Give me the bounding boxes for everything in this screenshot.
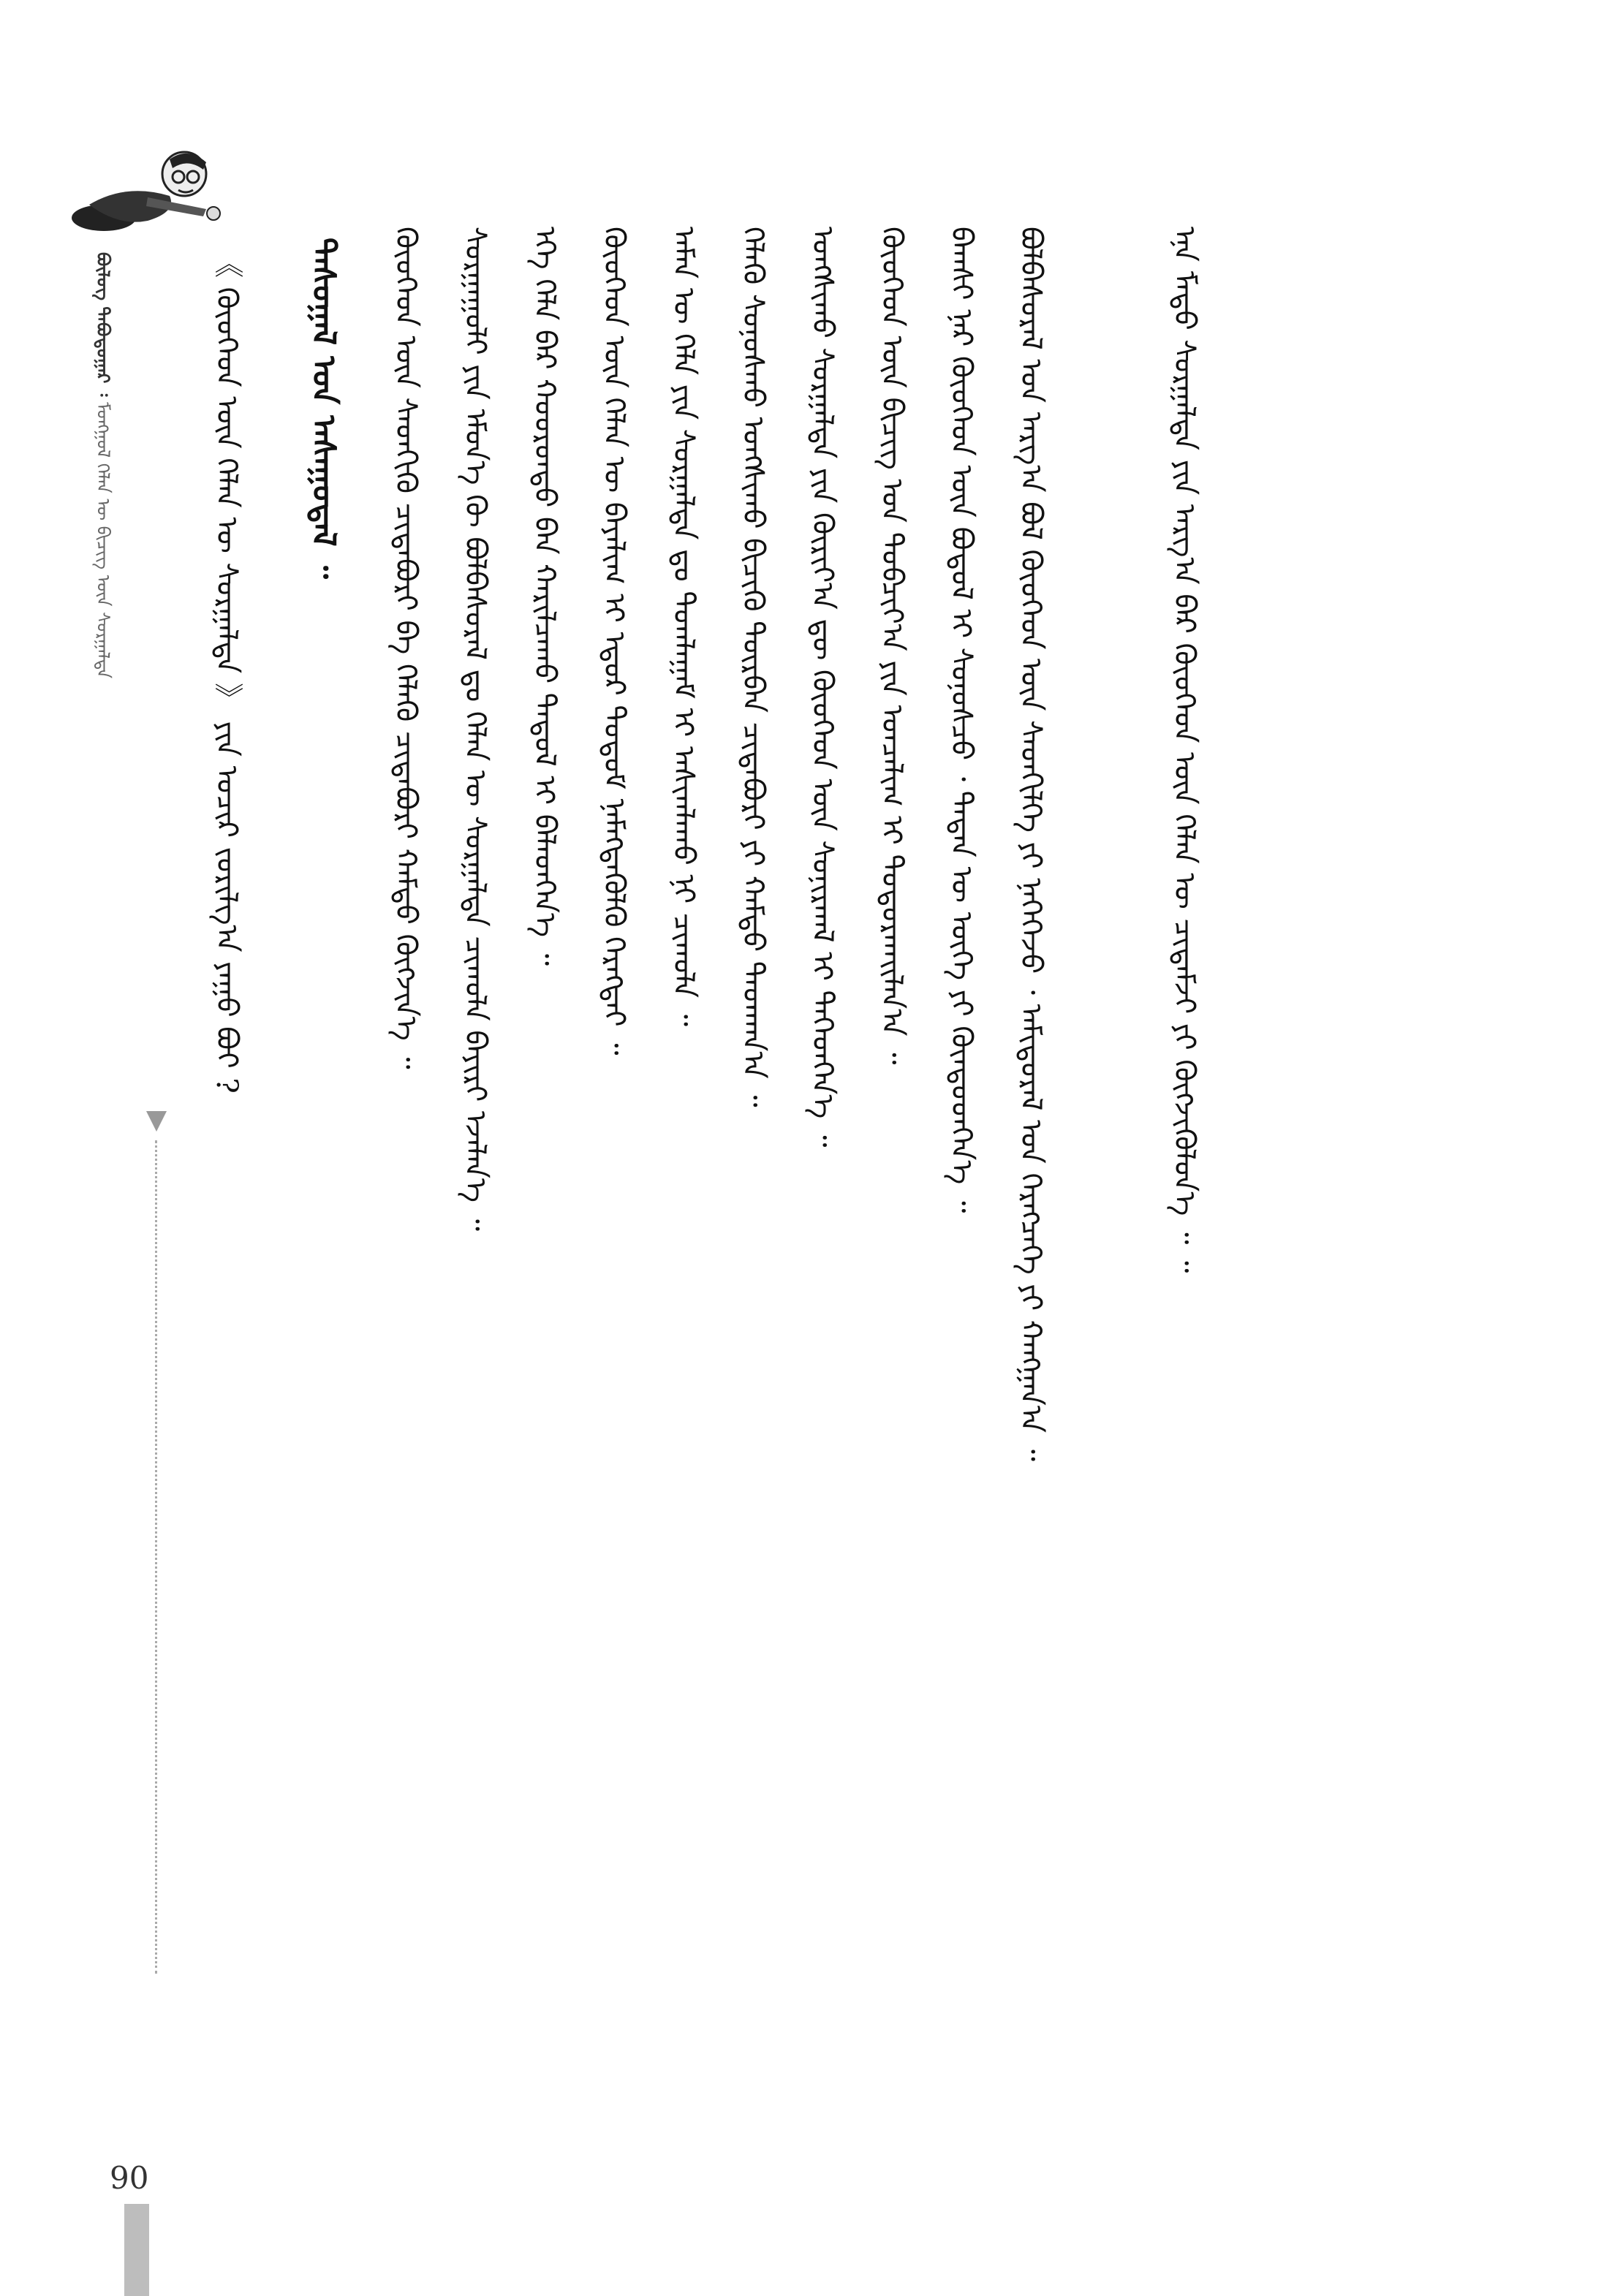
section-title: ᠳᠠᠰᠤᠭᠠᠯ ᠤᠨ ᠠᠰᠠᠭᠤᠳᠠᠯ ᠃: [305, 238, 342, 579]
body-column: ᠪᠠᠭᠰᠢ ᠨᠠᠷ ᠬᠦᠦᠬᠡᠳ ᠦᠨ ᠪᠣᠳᠣᠯ ᠢ ᠰᠣᠨᠣᠰᠴᠤ ᠂ ᠲᠡᠳᠡᠨ ᠦ ᠦᠭᠡ ᠶᠢ ᠬᠦᠨᠳᠦᠳᠬᠡᠨ᠎ᠡ ᠃: [945, 227, 978, 1213]
body-column: ᠡᠨᠡ ᠮᠡᠲᠦ ᠰᠤᠷᠭᠠᠯᠲᠠ ᠶᠢᠨ ᠠᠷᠭ᠎ᠠ ᠪᠠᠷ ᠬᠦᠦᠬᠡᠳ ᠦᠨ ᠬᠡᠯᠡᠨ ᠦ ᠴᠢᠳᠠᠮᠵᠢ ᠶᠢ ᠬᠥᠭᠵᠢᠭᠦᠯᠦᠨ᠎ᠡ ᠃ ᠃: [1168, 227, 1201, 1273]
body-column: ᠬᠦᠦᠬᠡᠳ ᠦᠨ ᠰᠡᠳᠬᠢᠬᠦ ᠴᠢᠳᠠᠪᠤᠷᠢ ᠪᠠ ᠬᠡᠯᠡᠬᠦ ᠴᠢᠳᠠᠪᠤᠷᠢ ᠬᠠᠮᠲᠤ ᠬᠥᠭᠵᠢᠨ᠎ᠡ ᠃: [389, 227, 423, 1069]
gray-edge-tab: [124, 2204, 149, 2296]
boy-mascot-illustration: [60, 132, 228, 241]
body-column: ᠬᠦᠦᠬᠡᠳ ᠦᠨ ᠪᠢᠴᠢᠭ᠌ ᠤᠨ ᠲᠣᠪᠴᠢᠶ᠎ᠠ ᠶᠢᠨ ᠣᠨᠴᠠᠯᠢᠭ ᠢ ᠲᠣᠳᠣᠷᠬᠠᠢᠯᠠᠨ᠎ᠠ ᠃: [875, 227, 909, 1065]
body-column: ᠰᠤᠷᠭᠠᠭᠤᠯᠢ ᠶᠢᠨ ᠡᠮᠦᠨ᠎ᠡ ᠬᠦ ᠪᠣᠯᠪᠠᠰᠤᠷᠠᠯ ᠳᠤ ᠬᠡᠯᠡᠨ ᠦ ᠰᠤᠷᠭᠠᠯᠲᠠ ᠴᠢᠬᠤᠯᠠ ᠪᠠᠶᠢᠷᠢ ᠡᠵᠡᠯᠡᠨ᠎ᠡ ᠃: [458, 227, 492, 1232]
body-column: ᠪᠣᠯᠪᠠᠰᠤᠷᠠᠯ ᠤᠨ ᠠᠷᠭ᠎ᠠ ᠪᠣᠯ ᠬᠦᠦᠬᠡᠳ ᠦᠨ ᠰᠡᠳᠬᠢᠯᠭᠡ ᠶᠢ ᠨᠡᠭᠡᠭᠡᠵᠦ ᠂ ᠠᠮᠢᠳᠤᠷᠠᠯ ᠤᠨ ᠬᠡᠷᠡᠭᠴᠡᠭᠡ ᠶᠢ ᠬᠠᠩᠭᠠᠨ᠎ᠠ ᠃: [1014, 227, 1048, 1462]
body-column: ᠠᠮᠠᠨ ᠦ ᠬᠡᠯᠡ ᠶᠢᠨ ᠰᠤᠷᠭᠠᠯᠲᠠ ᠳᠤ ᠲᠣᠭᠯᠠᠭᠠᠮ ᠢ ᠠᠰᠢᠭᠯᠠᠬᠤ ᠨᠢ ᠴᠢᠬᠤᠯᠠ ᠃: [667, 227, 700, 1027]
body-column: ᠬᠦᠦᠬᠡᠳ ᠦᠨ ᠬᠡᠯᠡᠨ ᠦ ᠪᠠᠶᠠᠯᠢᠭ ᠢ ᠡᠳᠦᠷ ᠲᠤᠲᠤᠮ ᠨᠡᠮᠡᠭᠳᠡᠭᠦᠯᠬᠦ ᠬᠡᠷᠡᠭᠲᠡᠶ ᠃: [597, 227, 631, 1056]
running-head-text: ᠮᠣᠩᠭᠣᠯ ᠬᠡᠯᠡᠨ ᠦ ᠪᠢᠴᠢᠭ ᠦᠨ ᠰᠤᠷᠭᠠᠯᠲᠠ: [93, 402, 113, 679]
running-head-lead: ᠪᠦᠯᠦᠭ ᠲᠠᠪᠤᠳᠤᠭᠠᠷ ᠄: [93, 252, 113, 397]
body-column: ᠡᠬᠡ ᠬᠡᠯᠡ ᠪᠡᠷ ᠬᠣᠣᠷᠣᠨᠳᠣ ᠪᠠᠨ ᠬᠠᠷᠢᠯᠴᠠᠬᠤ ᠳᠠᠳᠤᠯ ᠢ ᠪᠡᠯᠡᠳᠬᠡᠨ᠎ᠡ ᠃: [528, 227, 561, 966]
arrow-marker-icon: [146, 1111, 167, 1132]
page-number: 90: [110, 2160, 149, 2196]
running-head: [88, 252, 117, 1151]
body-column: ᠤᠨᠭᠰᠢᠬᠤ ᠰᠤᠷᠭᠠᠯᠲᠠ ᠶᠢᠨ ᠬᠦᠷᠢᠶ᠎ᠡᠨ ᠳᠦ ᠬᠦᠦᠬᠡᠳ ᠦᠨ ᠰᠣᠨᠢᠷᠬᠠᠯ ᠢ ᠳᠡᠭᠡᠳᠭᠡᠨ᠎ᠡ ᠃: [806, 227, 839, 1148]
dotted-rule: [155, 1140, 157, 1974]
question-line: 《 ᠬᠦᠦᠬᠡᠳ ᠦᠨ ᠬᠡᠯᠡᠨ ᠦ ᠰᠤᠷᠭᠠᠯᠲᠠ 》 ᠶᠢᠨ ᠤᠴᠢᠷ ᠵᠣᠷᠢᠯᠭ᠎ᠠ ᠶᠠᠭᠤ ᠪᠤᠢ ?: [210, 249, 243, 1094]
body-column: ᠬᠡᠯᠡᠬᠦ ᠰᠣᠨᠣᠰᠬᠤ ᠤᠨᠭᠰᠢᠬᠤ ᠪᠢᠴᠢᠬᠦ ᠳᠦᠷᠪᠡᠨ ᠴᠢᠳᠠᠪᠤᠷᠢ ᠶᠢ ᠬᠠᠮᠲᠤ ᠳᠠᠳᠬᠠᠨ᠎ᠠ ᠃: [736, 227, 770, 1107]
